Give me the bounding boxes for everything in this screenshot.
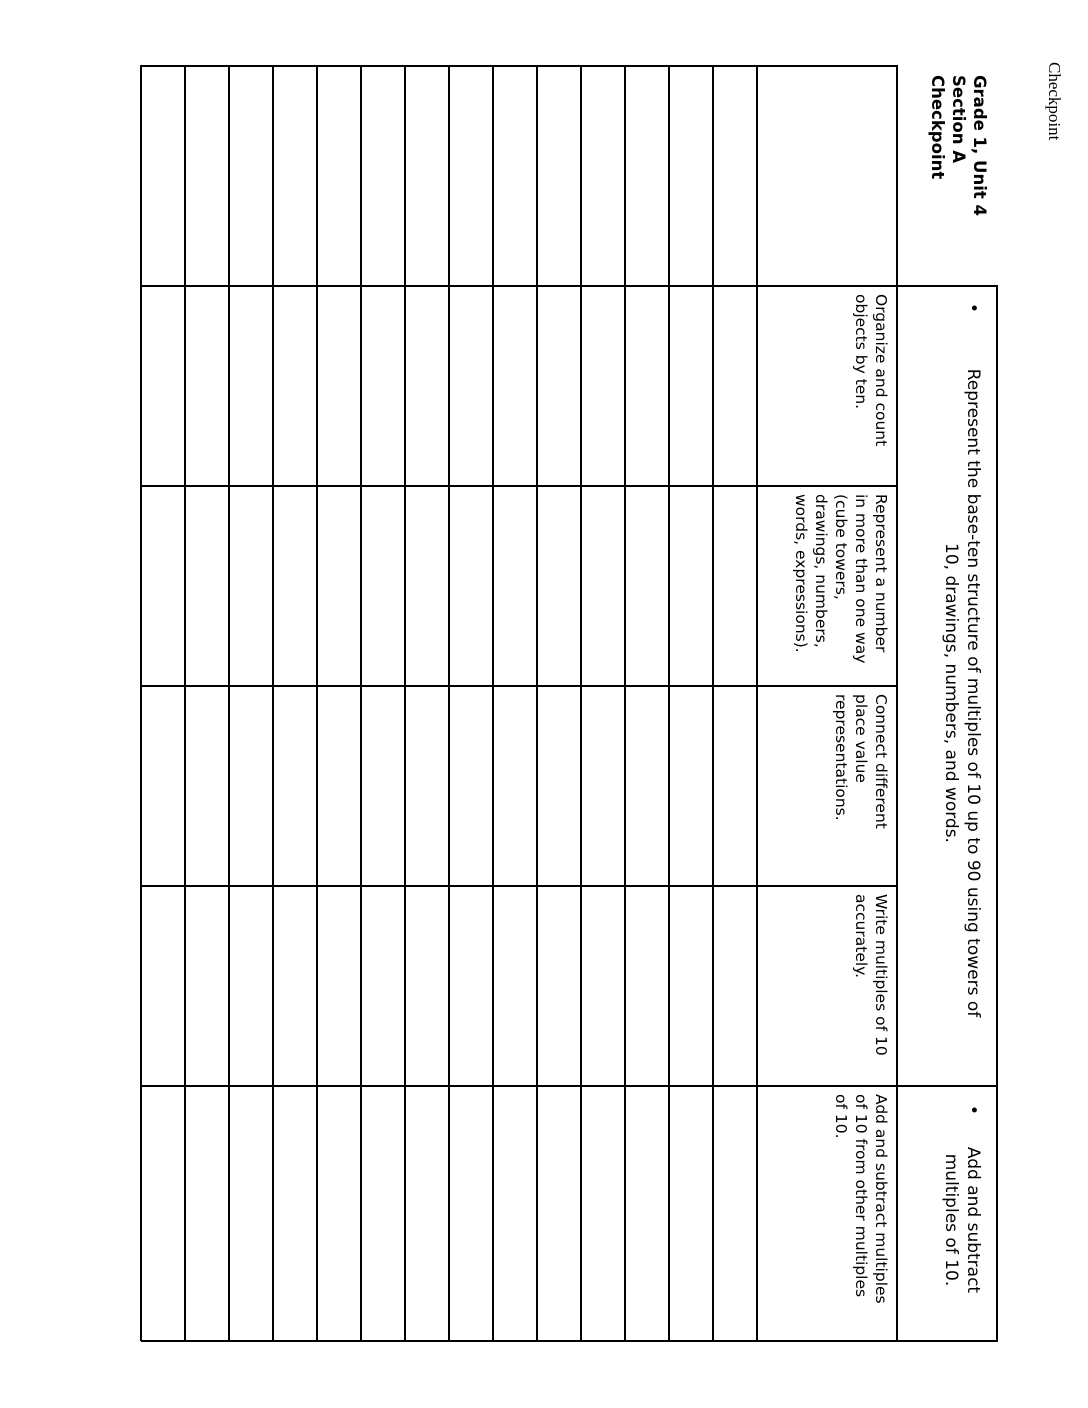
grid-line — [229, 65, 231, 1341]
criterion-line: in more than one way — [852, 494, 870, 664]
goal-line: Add and subtract — [963, 1146, 983, 1294]
grid-line — [449, 65, 451, 1341]
goal-line: 10, drawings, numbers, and words. — [941, 543, 961, 843]
learning-goal — [940, 303, 984, 1083]
bullet-icon: • — [963, 1105, 983, 1116]
grid-line — [997, 285, 999, 1341]
grid-line — [141, 485, 898, 487]
grid-line — [141, 65, 143, 1341]
grid-line — [185, 65, 187, 1341]
checkpoint-table — [141, 65, 998, 1341]
grid-line — [273, 65, 275, 1341]
grid-line — [537, 65, 539, 1341]
criterion-line: (cube towers, — [832, 494, 850, 600]
grid-line — [625, 65, 627, 1341]
heading-line: Grade 1, Unit 4 — [970, 75, 989, 216]
criterion — [831, 694, 891, 884]
criterion — [851, 894, 891, 1084]
criterion-line: of 10 from other multiples — [852, 1094, 870, 1298]
criterion — [851, 294, 891, 484]
grid-line — [405, 65, 407, 1341]
criterion-line: place value — [852, 694, 870, 783]
criterion-line: drawings, numbers, — [812, 494, 830, 648]
grid-line — [317, 65, 319, 1341]
grid-line — [141, 885, 898, 887]
criterion-line: representations. — [832, 694, 850, 821]
criterion-line: Represent a number — [872, 494, 890, 653]
grid-line — [581, 65, 583, 1341]
criterion-line: accurately. — [852, 894, 870, 979]
grid-line — [493, 65, 495, 1341]
grid-line — [141, 65, 898, 67]
grid-line — [141, 685, 898, 687]
criterion-line: words, expressions). — [792, 494, 810, 653]
goal-line: Represent the base-ten structure of multiples of 10 up to 90 using towers of — [963, 368, 983, 1018]
heading-line: Checkpoint — [928, 75, 947, 180]
learning-goal — [940, 1105, 984, 1335]
heading-line: Section A — [949, 75, 968, 163]
grid-line — [897, 65, 899, 1341]
criterion-line: of 10. — [832, 1094, 850, 1139]
goal-line: multiples of 10. — [941, 1153, 961, 1287]
criterion — [831, 1094, 891, 1339]
grid-line — [361, 65, 363, 1341]
criterion-line: Write multiples of 10 — [872, 894, 890, 1056]
criterion-line: objects by ten. — [852, 294, 870, 410]
grid-line — [141, 1340, 998, 1342]
bullet-icon: • — [963, 303, 983, 314]
criterion-line: Add and subtract multiples — [872, 1094, 890, 1304]
grid-line — [669, 65, 671, 1341]
checkpoint-heading — [927, 75, 990, 216]
grid-line — [141, 285, 998, 287]
page-label: Checkpoint — [1045, 62, 1064, 141]
criterion-line: Organize and count — [872, 294, 890, 447]
criterion-line: Connect different — [872, 694, 890, 829]
grid-line — [713, 65, 715, 1341]
grid-line — [141, 1085, 998, 1087]
grid-line — [757, 65, 759, 1341]
criterion — [791, 494, 891, 684]
